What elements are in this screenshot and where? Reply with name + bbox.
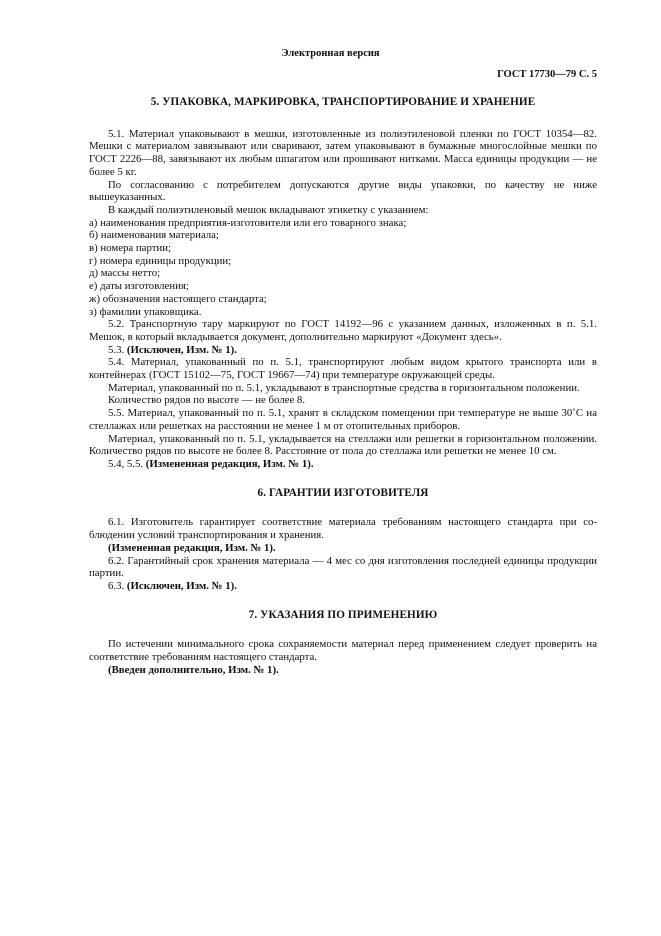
paragraph-6-3 bbox=[89, 580, 597, 593]
paragraph-5-4-placement: Материал, упакованный по п. 5.1, укладывают в транспортные средства в горизонтальном положении. bbox=[108, 381, 580, 394]
edition-label: Электронная версия bbox=[281, 48, 380, 59]
document-body bbox=[89, 92, 597, 676]
amendment-note: (Измененная редакция, Изм. № 1). bbox=[108, 541, 276, 554]
paragraph-7-1-note bbox=[89, 664, 597, 677]
paragraph-6-1: 6.1. Изготовитель гарантирует соответствие материала требованиям настоящего стандарта при соблюдении условий транспортирования и хранения. bbox=[89, 516, 597, 542]
paragraph-5-4-rows: Количество рядов по высоте — не более 8. bbox=[108, 394, 306, 407]
list-item: а) наименования предприятия-изготовителя или его товарного знака; bbox=[89, 216, 407, 229]
paragraph-5-5: 5.5. Материал, упакованный по п. 5.1, хранят в складском помещении при температуре не выше 30˚С на стеллажах или решетках на расстоянии не менее 1 м от отопительных приборов. bbox=[89, 407, 597, 432]
list-item: ж) обозначения настоящего стандарта; bbox=[89, 292, 267, 305]
paragraph-6-2: 6.2. Гарантийный срок хранения материала — 4 мес со дня изготовления последней единицы продукции партии. bbox=[89, 554, 597, 580]
section-7-title: 7. УКАЗАНИЯ ПО ПРИМЕНЕНИЮ bbox=[248, 608, 438, 621]
list-item: б) наименования материала; bbox=[89, 229, 219, 242]
paragraph-5-1-label: В каждый полиэтиленовый мешок вкладывают этикетку с указанием: bbox=[108, 203, 429, 216]
amendment-note: (Введен дополнительно, Изм. № 1). bbox=[108, 663, 279, 676]
list-item: в) номера партии; bbox=[89, 242, 171, 255]
paragraph-5-1: 5.1. Материал упаковывают в мешки, изготовленные из полиэтиленовой пленки по ГОСТ 10354—82. Мешки с материалом завязывают или сваривают, затем упаковывают в бумажные многослойные мешки по ГОСТ 2226—88, завязывают их любым шпагатом или прошивают нитками. Масса единицы продукции — не более 5 кг. bbox=[89, 127, 597, 178]
amendment-note: (Исключен, Изм. № 1). bbox=[126, 579, 237, 592]
paragraph-5-4: 5.4. Материал, упакованный по п. 5.1, транспортируют любым видом крытого транспорта или в контейнерах (ГОСТ 15102—75, ГОСТ 19667—74) при температуре окружающей среды. bbox=[89, 356, 597, 382]
clause-number: 6.3. bbox=[108, 579, 127, 592]
amendment-note: (Исключен, Изм. № 1). bbox=[126, 343, 237, 356]
paragraph-5-4-5-5-note bbox=[89, 458, 597, 471]
list-item: г) номера единицы продукции; bbox=[89, 254, 232, 267]
paragraph-6-1-note bbox=[89, 542, 597, 555]
amendment-note: (Измененная редакция, Изм. № 1). bbox=[145, 457, 314, 470]
section-6-title: 6. ГАРАНТИИ ИЗГОТОВИТЕЛЯ bbox=[257, 486, 429, 499]
page-header-standard: ГОСТ 17730—79 С. 5 bbox=[497, 69, 597, 80]
paragraph-5-5-placement: Материал, упакованный по п. 5.1, укладывается на стеллажи или решетки в горизонтальном положении. Количество рядов по высоте не более 8. Расстояние от пола до стеллажа или решетки не менее 10 см. bbox=[89, 432, 597, 458]
clause-number: 5.4, 5.5. bbox=[108, 457, 146, 470]
clause-number: 5.3. bbox=[108, 343, 127, 356]
paragraph-5-1-packaging-alt: По согласованию с потребителем допускаются другие виды упаковки, по качеству не ниже вышеуказанных. bbox=[89, 178, 597, 204]
list-item: е) даты изготовления; bbox=[89, 280, 189, 293]
paragraph-5-3 bbox=[89, 344, 597, 357]
paragraph-7-1: По истечении минимального срока сохраняемости материал перед применением следует проверить на соответствие требованиям настоящего стандарта. bbox=[89, 638, 597, 664]
list-item: з) фамилии упаковщика. bbox=[89, 305, 202, 318]
paragraph-5-2: 5.2. Транспортную тару маркируют по ГОСТ 14192—96 с указанием данных, изложенных в п. 5.1. Мешок, в который вкладывается документ, дополнительно маркируют «Документ здесь». bbox=[89, 318, 597, 343]
section-5-title: 5. УПАКОВКА, МАРКИРОВКА, ТРАНСПОРТИРОВАНИЕ И ХРАНЕНИЕ bbox=[150, 96, 536, 108]
list-item: д) массы нетто; bbox=[89, 267, 161, 280]
